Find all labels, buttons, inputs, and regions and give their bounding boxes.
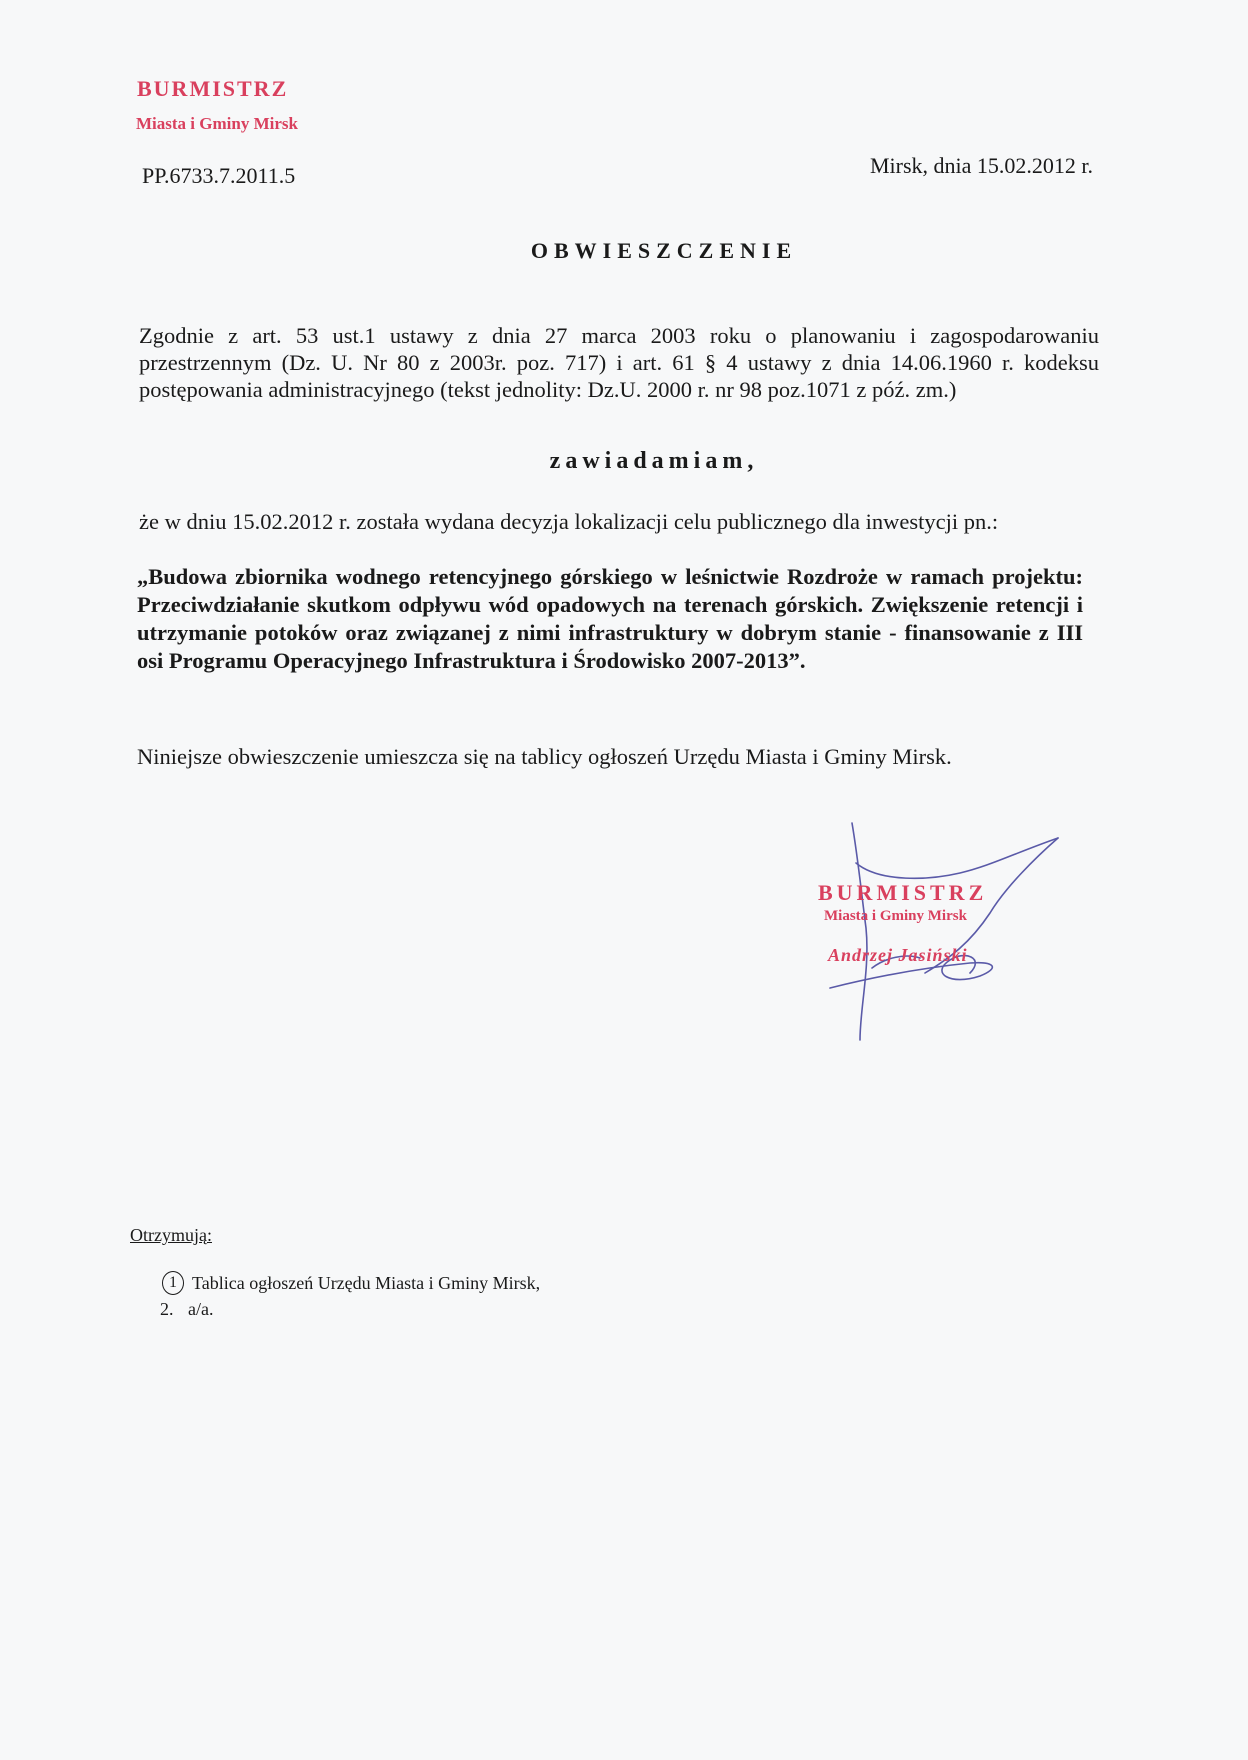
closing-paragraph: Niniejsze obwieszczenie umieszcza się na tablicy ogłoszeń Urzędu Miasta i Gminy Mirsk. bbox=[137, 744, 952, 769]
place-date: Mirsk, dnia 15.02.2012 r. bbox=[869, 153, 1093, 178]
signature-stamp-subtitle: Miasta i Gminy Mirsk bbox=[824, 908, 967, 924]
reference-number: PP.6733.7.2011.5 bbox=[142, 163, 296, 188]
header-stamp-subtitle: Miasta i Gminy Mirsk bbox=[136, 114, 298, 133]
document-title: OBWIESZCZENIE bbox=[530, 238, 798, 263]
header-stamp-title: BURMISTRZ bbox=[137, 76, 289, 101]
header-stamp bbox=[137, 76, 298, 134]
list-item bbox=[160, 1296, 540, 1322]
recipients-list bbox=[160, 1270, 540, 1322]
signature-stamp-name: Andrzej Jasiński bbox=[828, 945, 968, 965]
recipient-text: Tablica ogłoszeń Urzędu Miasta i Gminy Mirsk, bbox=[192, 1273, 541, 1293]
signature-stamp bbox=[818, 880, 987, 966]
recipient-number: 1 bbox=[162, 1271, 184, 1295]
list-item bbox=[160, 1270, 540, 1296]
announcement-heading: zawiadamiam, bbox=[549, 448, 759, 474]
recipient-text: a/a. bbox=[188, 1299, 214, 1319]
signature-stamp-title: BURMISTRZ bbox=[818, 880, 988, 905]
decision-paragraph: że w dniu 15.02.2012 r. została wydana decyzja lokalizacji celu publicznego dla inwestycji pn.: bbox=[139, 509, 999, 534]
intro-paragraph: Zgodnie z art. 53 ust.1 ustawy z dnia 27 marca 2003 roku o planowaniu i zagospodarowaniu przestrzennym (Dz. U. Nr 80 z 2003r. poz. 717) i art. 61 § 4 ustawy z dnia 14.06.1960 r. kodeksu postępowania administracyjnego (tekst jednolity: Dz.U. 2000 r. nr 98 poz.1071 z póź. zm.) bbox=[139, 323, 1099, 402]
recipients-heading: Otrzymują: bbox=[130, 1225, 212, 1245]
recipient-number: 2. bbox=[160, 1299, 174, 1319]
investment-name: „Budowa zbiornika wodnego retencyjnego górskiego w leśnictwie Rozdroże w ramach projektu: Przeciwdziałanie skutkom odpływu wód opadowych na terenach górskich. Zwiększenie retencji i utrzymanie potoków oraz związanej z nimi infrastruktury w dobrym stanie - finansowanie z III osi Programu Operacyjnego Infrastruktura i Środowisko 2007-2013”. bbox=[137, 564, 1083, 673]
